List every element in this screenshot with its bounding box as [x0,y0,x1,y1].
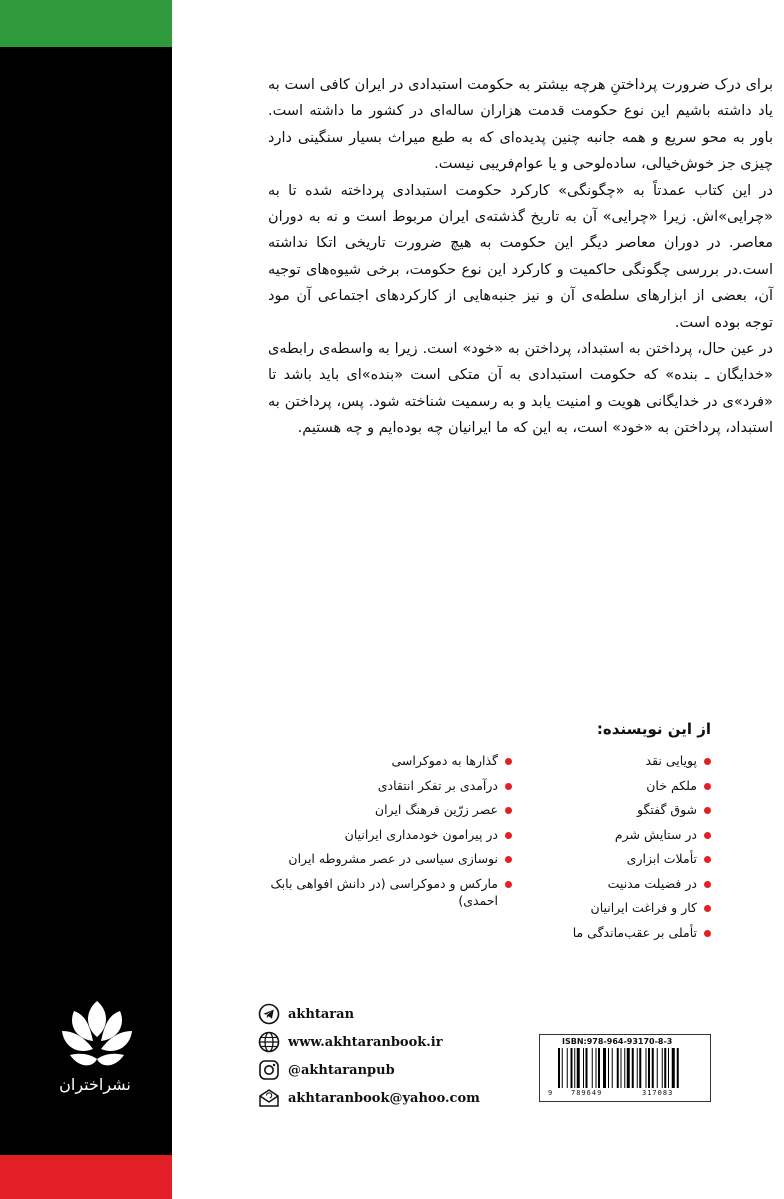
contact-text: akhtaranbook@yahoo.com [288,1090,480,1106]
list-item: مارکس و دموکراسی (در دانش افواهی بابک احمدی) [252,875,512,910]
books-list-right [561,752,711,948]
list-item: نوسازی سیاسی در عصر مشروطه ایران [252,850,512,868]
contact-instagram[interactable] [258,1056,480,1084]
instagram-icon [258,1059,280,1081]
list-item: تأملی بر عقب‌ماندگی ما [561,924,711,942]
list-item: در پیرامون خودمداری ایرانیان [252,826,512,844]
contact-website[interactable] [258,1028,480,1056]
list-item: درآمدی بر تفکر انتقادی [252,777,512,795]
barcode-bars [558,1048,708,1088]
spine-bottom-stripe [0,1155,172,1199]
barcode-digits: 789649 [571,1089,603,1097]
barcode-digits: 317083 [642,1089,674,1097]
contact-text: www.akhtaranbook.ir [288,1034,443,1050]
list-item: پویایی نقد [561,752,711,770]
back-cover-text [268,72,773,442]
list-item: در فضیلت مدنیت [561,875,711,893]
flower-logo-icon [60,997,134,1071]
contact-telegram[interactable] [258,1000,480,1028]
spine-top-stripe [0,0,172,47]
paragraph: در این کتاب عمدتاً به «چگونگی» کارکرد حکومت استبدادی پرداخته شده تا به «چرایی»اش. زیرا «چرایی» آن به تاریخ گذشته‌ی ایران مربوط است و نه به دوران معاصر. در دوران معاصر دیگر این حکومت به هیچ ضرورت تاریخی اتکا نداشته است.در بررسی چگونگی حاکمیت و کارکرد این نوع حکومت، برخی شیوه‌های توجیه آن، بعضی از ابزارهای سلطه‌ی آن و نیز جنبه‌هایی از کارکردهای اجتماعی آن مود توجه بوده است. [268,182,773,331]
contact-list [258,1000,480,1112]
list-item: ملکم خان [561,777,711,795]
paragraph: برای درک ضرورت پرداختنِ هرچه بیشتر به حکومت استبدادی در ایران کافی است به یاد داشته باشیم این نوع حکومت قدمت هزاران ساله‌ای در کشور ما داشته است. باور به محو سریع و همه جانبه چنین پدیده‌ای که به طبع میراث بسیار سنگینی دارد چیزی جز خوش‌خیالی، ساده‌لوحی و یا عوام‌فریبی نیست. [268,77,773,173]
globe-icon [258,1031,280,1053]
email-icon [258,1087,280,1109]
list-item: تأملات ابزاری [561,850,711,868]
list-item: در ستایش شرم [561,826,711,844]
list-item: عصر زرّین فرهنگ ایران [252,801,512,819]
contact-email[interactable] [258,1084,480,1112]
barcode-digit: 9 [548,1089,553,1097]
contact-text: @akhtaranpub [288,1062,395,1078]
books-list-left [252,752,512,917]
books-by-author-title: از این نویسنده: [596,720,711,738]
isbn-barcode [539,1034,711,1102]
paragraph: در عین حال، پرداختن به استبداد، پرداختن به «خود» است. زیرا به واسطه‌ی رابطه‌ی «خدایگان ـ بنده» که حکومت استبدادی به آن متکی است «بنده»ای باید باشد تا «فرد»ی در خدایگانی هویت و امنیت یابد و به رسمیت شناخته شود. پس، پرداختن به استبداد، پرداختن به «خود» است، به این که ما ایرانیان چه بوده‌ایم و چه هستیم. [268,341,773,437]
list-item: شوق گفتگو [561,801,711,819]
publisher-name: نشراختران [59,1075,131,1094]
isbn-label: ISBN:978-964-93170-8-3 [562,1037,673,1046]
list-item: کار و فراغت ایرانیان [561,899,711,917]
list-item: گذارها به دموکراسی [252,752,512,770]
contact-text: akhtaran [288,1006,355,1022]
telegram-icon [258,1003,280,1025]
